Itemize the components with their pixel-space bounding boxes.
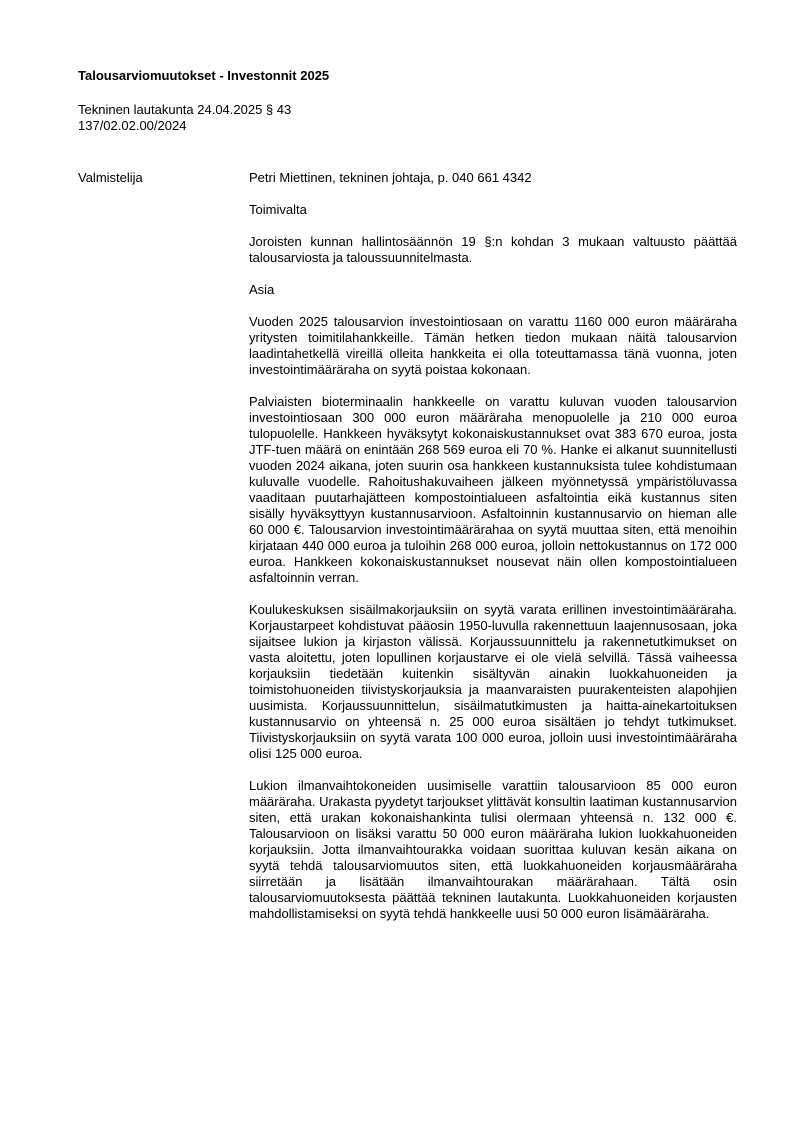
paragraph-investment-reserve: Vuoden 2025 talousarvion investointiosaan on varattu 1160 000 euron määräraha yritysten toimitilahankkeille. Tämän hetken tiedon mukaan näitä talousarvion laadintahetkellä vireillä olleita hankkeita ei olla toteuttamassa tänä vuonna, joten investointimääräraha on syytä poistaa kokonaan. [249, 314, 737, 377]
document-title: Talousarviomuutokset - Investonnit 2025 [78, 68, 330, 83]
authority-heading: Toimivalta [249, 202, 307, 217]
meeting-info [78, 102, 291, 134]
preparer-label: Valmistelija [78, 170, 143, 185]
paragraph-bioterminal: Palviaisten bioterminaalin hankkeelle on varattu kuluvan vuoden talousarvion investointiosaan 300 000 euron määräraha menopuolelle ja 210 000 euroa tulopuolelle. Hankkeen hyväksytyt kokonaiskustannukset ovat 383 670 euroa, josta JTF-tuen määrä on enintään 268 569 euroa eli 70 %. Hanke ei alkanut suunnitellusti vuoden 2024 aikana, joten suurin osa hankkeen kustannuksista tulee kohdistumaan kuluvalle vuodelle. Rahoitushakuvaiheen jälkeen myönnetyssä ympäristöluvassa vaaditaan puutarhajätteen kompostointialueen asfaltointia eikä kustannus siten sisälly hyväksyttyyn kustannusarvioon. Asfaltoinnin kustannusarvio on hieman alle 60 000 €. Talousarvion investointimäärärahaa on syytä muuttaa siten, että menoihin kirjataan 440 000 euroa ja tuloihin 268 000 euroa, jolloin nettokustannus on 172 000 euroa. Hankkeen kokonaiskustannukset nousevat näin ollen kompostointialueen asfaltoinnin verran. [249, 394, 737, 585]
record-id: 137/02.02.00/2024 [78, 118, 187, 133]
preparer-name: Petri Miettinen, tekninen johtaja, p. 040 661 4342 [249, 170, 532, 185]
paragraph-school-repairs: Koulukeskuksen sisäilmakorjauksiin on syytä varata erillinen investointimääräraha. Korjaustarpeet kohdistuvat pääosin 1950-luvulla rakennettuun laajennusosaan, joka sijaitsee lukion ja kirjaston välissä. Korjaussuunnittelu ja rakennetutkimukset on vasta aloitettu, joten lopullinen korjaustarve ei ole vielä selvillä. Tässä vaiheessa korjauksiin tiedetään kuitenkin sisältyvän ainakin luokkahuoneiden ja toimistohuoneiden tiivistyskorjauksia ja maanvaraisten puurakenteisten alapohjien uusimista. Korjaussuunnittelun, sisäilmatutkimusten ja haitta-ainekartoituksen kustannusarvio on yhteensä n. 25 000 euroa sisältäen jo tehdyt tutkimukset. Tiivistyskorjauksiin on syytä varata 100 000 euroa, jolloin uusi investointimääräraha olisi 125 000 euroa. [249, 602, 737, 761]
document-body [249, 170, 737, 938]
matter-heading: Asia [249, 282, 275, 297]
authority-text: Joroisten kunnan hallintosäännön 19 §:n kohdan 3 mukaan valtuusto päättää talousarviosta ja taloussuunnitelmasta. [249, 234, 737, 265]
paragraph-ventilation: Lukion ilmanvaihtokoneiden uusimiselle varattiin talousarvioon 85 000 euron määräraha. Urakasta pyydetyt tarjoukset ylittävät konsultin laatiman kustannusarvion siten, että urakan kokonaishankinta tulisi olermaan yhteensä n. 132 000 €. Talousarvioon on lisäksi varattu 50 000 euron määräraha lukion luokkahuoneiden korjauksiin. Jotta ilmanvaihtourakka voidaan suorittaa kuluvan kesän aikana on syytä tehdä talousarviomuutos siten, että luokkahuoneiden korjausmääräraha siirretään ja lisätään ilmanvaihtourakan määrärahaan. Tältä osin talousarviomuutoksesta päättää tekninen lautakunta. Luokkahuoneiden korjausten mahdollistamiseksi on syytä tehdä hankkeelle uusi 50 000 euron lisämääräraha. [249, 778, 737, 921]
meeting-reference: Tekninen lautakunta 24.04.2025 § 43 [78, 102, 292, 117]
